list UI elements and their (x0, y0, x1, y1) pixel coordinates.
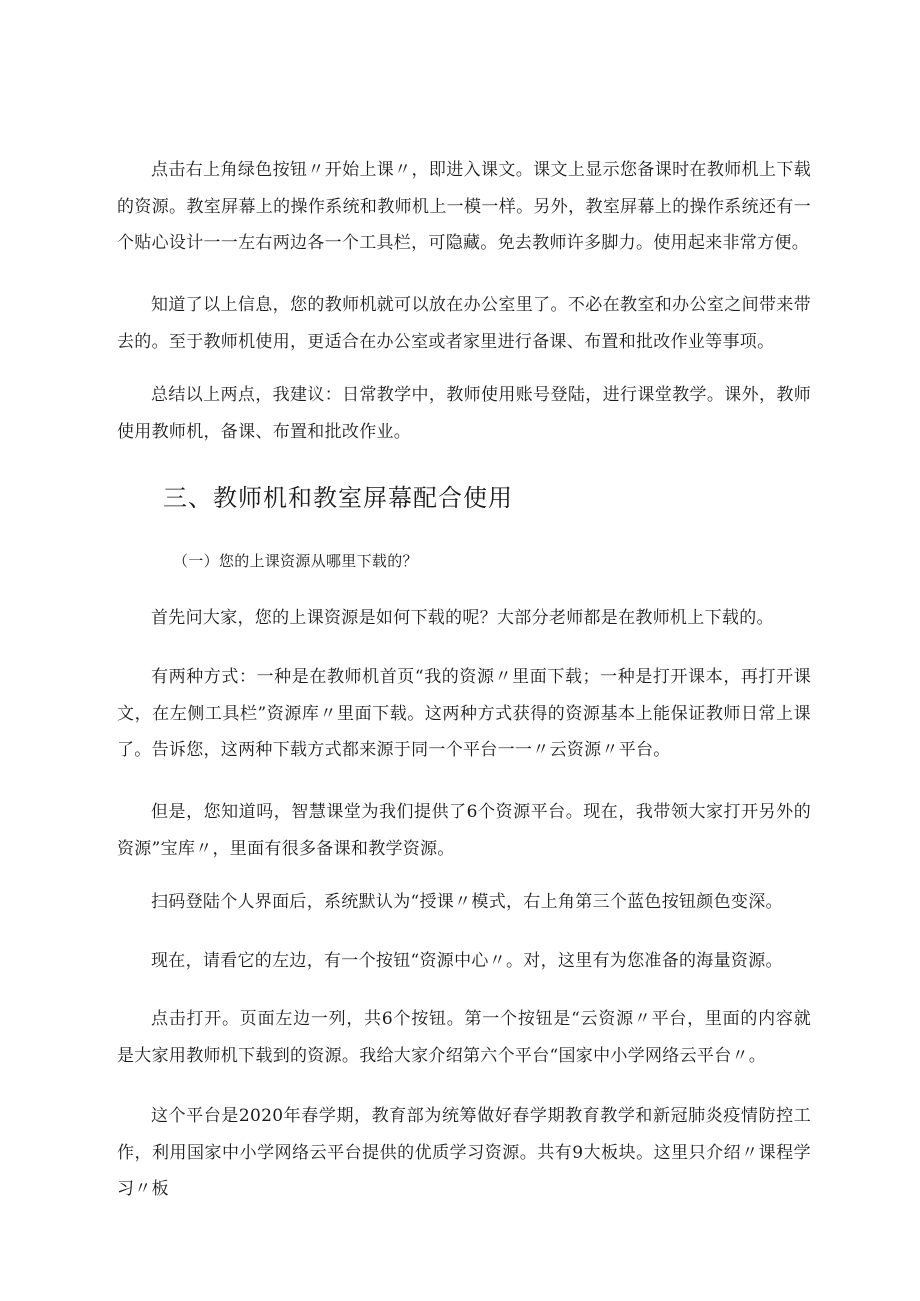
paragraph-summary-suggestion: 总结以上两点，我建议：日常教学中，教师使用账号登陆，进行课堂教学。课外，教师使用教师机，备课、布置和批改作业。 (117, 385, 811, 442)
paragraph-resource-center: 现在，请看它的左边，有一个按钮“资源中心〃。对，这里有为您准备的海量资源。 (151, 951, 783, 971)
subsection-heading: （一）您的上课资源从哪里下载的？ (173, 552, 418, 570)
paragraph-national-platform: 这个平台是2020年春学期，教育部为统筹做好春学期教育教学和新冠肺炎疫情防控工作，利用国家中小学网络云平台提供的优质学习资源。共有9大板块。这里只介绍〃课程学习〃板 (117, 1106, 811, 1199)
paragraph-scan-login: 扫码登陆个人界面后，系统默认为“授课〃模式，右上角第三个蓝色按钮颜色变深。 (151, 892, 783, 912)
section-heading: 三、教师机和教室屏幕配合使用 (163, 484, 513, 512)
paragraph-click-open: 点击打开。页面左边一列，共6个按钮。第一个按钮是“云资源〃平台，里面的内容就是大家用教师机下载到的资源。我给大家介绍第六个平台“国家中小学网络云平台〃。 (117, 1009, 811, 1066)
paragraph-six-platforms: 但是，您知道吗，智慧课堂为我们提供了6个资源平台。现在，我带领大家打开另外的资源”宝库〃，里面有很多备课和教学资源。 (117, 802, 811, 859)
paragraph-download-question: 首先问大家，您的上课资源是如何下载的呢？大部分老师都是在教师机上下载的。 (151, 608, 774, 628)
paragraph-teacher-machine-location: 知道了以上信息，您的教师机就可以放在办公室里了。不必在教室和办公室之间带来带去的。至于教师机使用，更适合在办公室或者家里进行备课、布置和批改作业等事项。 (117, 295, 811, 352)
paragraph-two-methods: 有两种方式：一种是在教师机首页“我的资源〃里面下载；一种是打开课本，再打开课文，在左侧工具栏”资源库〃里面下载。这两种方式获得的资源基本上能保证教师日常上课了。告诉您，这两种下载方式都来源于同一个平台一一〃云资源〃平台。 (117, 667, 811, 760)
paragraph-class-start: 点击右上角绿色按钮〃开始上课〃，即进入课文。课文上显示您备课时在教师机上下载的资源。教室屏幕上的操作系统和教师机上一模一样。另外，教室屏幕上的操作系统还有一个贴心设计一一左右两边各一个工具栏，可隐藏。免去教师许多脚力。使用起来非常方便。 (117, 160, 811, 253)
